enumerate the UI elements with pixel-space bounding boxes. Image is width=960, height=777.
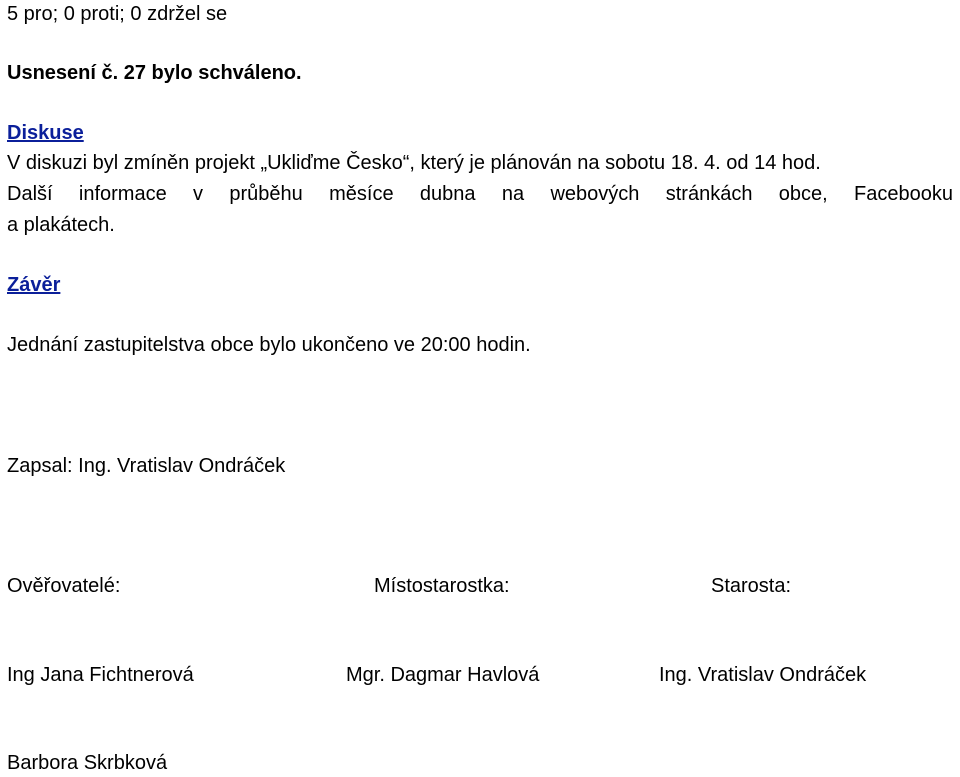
verifier-1-name: Ing Jana Fichtnerová [7,664,194,686]
mayor-name: Ing. Vratislav Ondráček [659,664,867,686]
discussion-line-3: a plakátech. [7,214,115,236]
deputy-mayor-name: Mgr. Dagmar Havlová [346,664,540,686]
recorded-by-text: Zapsal: Ing. Vratislav Ondráček [7,455,286,477]
deputy-mayor-label: Místostarostka: [374,575,510,597]
discussion-line-2: Další informace v průběhu měsíce dubna na webových stránkách obce, Facebooku [7,183,953,205]
mayor-label: Starosta: [711,575,792,597]
verifiers-label: Ověřovatelé: [7,575,121,597]
resolution-text: Usnesení č. 27 bylo schváleno. [7,62,302,84]
discussion-heading: Diskuse [7,122,84,144]
conclusion-text: Jednání zastupitelstva obce bylo ukončeno ve 20:00 hodin. [7,334,531,356]
conclusion-heading: Závěr [7,274,61,296]
verifier-2-name: Barbora Skrbková [7,752,168,774]
discussion-line-1: V diskuzi byl zmíněn projekt „Ukliďme Česko“, který je plánován na sobotu 18. 4. od 14 hod. [7,152,821,174]
vote-result-text: 5 pro; 0 proti; 0 zdržel se [7,3,228,25]
